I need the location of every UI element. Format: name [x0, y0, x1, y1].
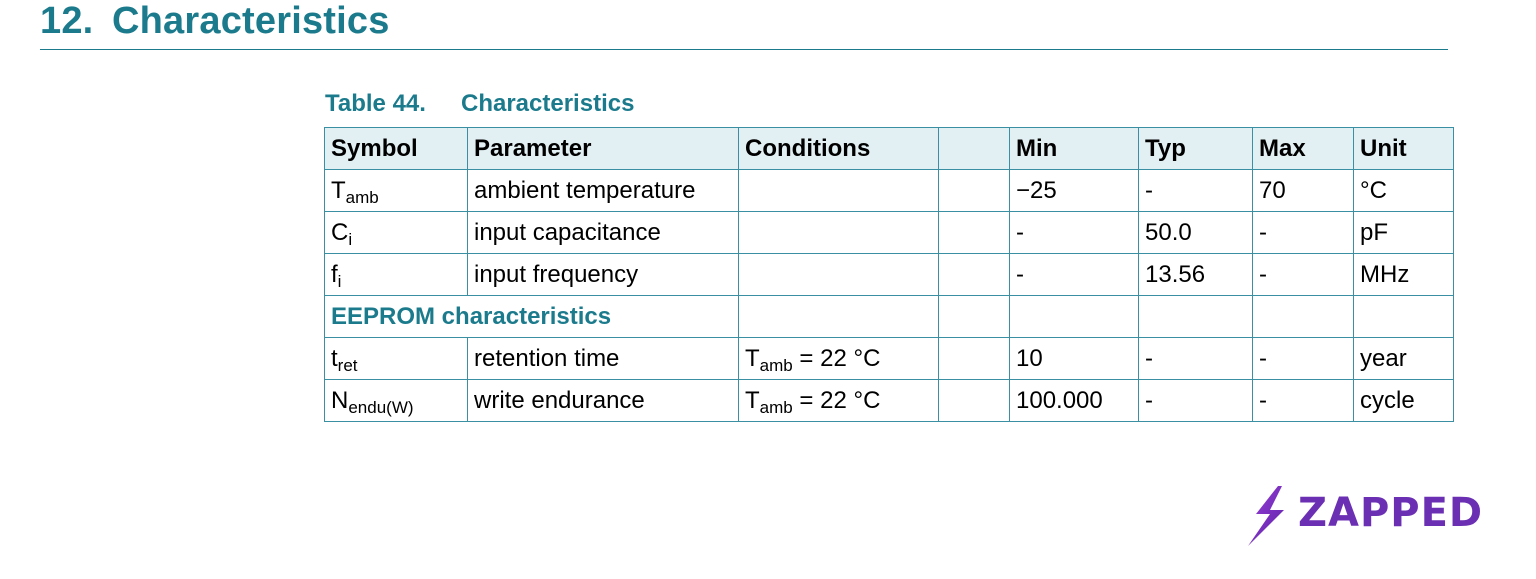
table-group-row	[325, 296, 1454, 338]
section-title: Characteristics	[112, 0, 390, 42]
table-row	[325, 254, 1454, 296]
condition-text: T	[745, 386, 760, 414]
min-value: -	[1016, 260, 1024, 288]
lightning-bolt-icon	[1244, 484, 1294, 548]
symbol-subscript: i	[348, 229, 353, 249]
min-value: −25	[1016, 176, 1057, 204]
symbol-subscript: amb	[345, 187, 379, 207]
typ-value: -	[1145, 344, 1153, 372]
header-parameter: Parameter	[468, 128, 739, 170]
cell-symbol	[325, 212, 468, 254]
max-value: 70	[1259, 176, 1286, 204]
cell-parameter	[468, 380, 739, 422]
unit-value: °C	[1360, 176, 1387, 204]
cell-typ	[1139, 212, 1253, 254]
min-value: -	[1016, 218, 1024, 246]
cell-min	[1010, 338, 1139, 380]
zapped-logo	[1240, 484, 1500, 548]
cell-max	[1253, 254, 1354, 296]
parameter-text: input capacitance	[474, 218, 661, 246]
cell-empty	[1139, 296, 1253, 338]
typ-value: 50.0	[1145, 218, 1192, 246]
cell-unit	[1354, 254, 1454, 296]
max-value: -	[1259, 344, 1267, 372]
table-caption	[325, 90, 634, 118]
parameter-text: write endurance	[474, 386, 645, 414]
symbol-text: N	[331, 386, 349, 414]
header-max: Max	[1253, 128, 1354, 170]
max-value: -	[1259, 260, 1267, 288]
cell-blank	[939, 380, 1010, 422]
cell-parameter	[468, 338, 739, 380]
characteristics-table	[324, 127, 1454, 422]
typ-value: 13.56	[1145, 260, 1206, 288]
cell-max	[1253, 338, 1354, 380]
cell-empty	[1010, 296, 1139, 338]
cell-typ	[1139, 338, 1253, 380]
cell-typ	[1139, 254, 1253, 296]
header-typ: Typ	[1139, 128, 1253, 170]
cell-min	[1010, 170, 1139, 212]
cell-unit	[1354, 170, 1454, 212]
symbol-subscript: ret	[337, 355, 358, 375]
cell-min	[1010, 380, 1139, 422]
parameter-text: input frequency	[474, 260, 639, 288]
group-title: EEPROM characteristics	[325, 296, 739, 338]
cell-blank	[939, 212, 1010, 254]
unit-value: MHz	[1360, 260, 1410, 288]
cell-typ	[1139, 380, 1253, 422]
symbol-text: C	[331, 218, 349, 246]
symbol-text: t	[331, 344, 338, 372]
table-caption-title: Characteristics	[461, 90, 635, 117]
cell-empty	[1354, 296, 1454, 338]
cell-conditions	[739, 212, 939, 254]
condition-value: = 22 °C	[792, 386, 881, 414]
cell-blank	[939, 338, 1010, 380]
symbol-text: f	[331, 260, 338, 288]
cell-symbol	[325, 338, 468, 380]
cell-conditions	[739, 338, 939, 380]
cell-blank	[939, 254, 1010, 296]
condition-value: = 22 °C	[792, 344, 881, 372]
condition-subscript: amb	[759, 397, 793, 417]
cell-symbol	[325, 254, 468, 296]
cell-min	[1010, 212, 1139, 254]
parameter-text: retention time	[474, 344, 620, 372]
condition-text: T	[745, 344, 760, 372]
cell-empty	[739, 296, 939, 338]
typ-value: -	[1145, 386, 1153, 414]
table-row	[325, 380, 1454, 422]
cell-parameter	[468, 170, 739, 212]
table-row	[325, 338, 1454, 380]
table-header-row	[325, 128, 1454, 170]
cell-parameter	[468, 212, 739, 254]
symbol-text: T	[331, 176, 346, 204]
cell-unit	[1354, 212, 1454, 254]
cell-max	[1253, 212, 1354, 254]
condition-subscript: amb	[759, 355, 793, 375]
table-row	[325, 170, 1454, 212]
cell-symbol	[325, 170, 468, 212]
min-value: 100.000	[1016, 386, 1103, 414]
parameter-text: ambient temperature	[474, 176, 696, 204]
section-heading	[40, 0, 390, 43]
max-value: -	[1259, 218, 1267, 246]
header-conditions: Conditions	[739, 128, 939, 170]
header-symbol: Symbol	[325, 128, 468, 170]
cell-conditions	[739, 254, 939, 296]
section-number: 12.	[40, 0, 94, 42]
cell-unit	[1354, 338, 1454, 380]
cell-unit	[1354, 380, 1454, 422]
cell-max	[1253, 380, 1354, 422]
header-unit: Unit	[1354, 128, 1454, 170]
table-caption-number: Table 44.	[325, 90, 426, 117]
cell-typ	[1139, 170, 1253, 212]
logo-wordmark: ZAPPED	[1298, 490, 1484, 536]
symbol-subscript: endu(W)	[348, 397, 414, 417]
header-min: Min	[1010, 128, 1139, 170]
cell-symbol	[325, 380, 468, 422]
cell-empty	[939, 296, 1010, 338]
heading-divider	[40, 49, 1448, 50]
cell-blank	[939, 170, 1010, 212]
max-value: -	[1259, 386, 1267, 414]
symbol-subscript: i	[337, 271, 342, 291]
cell-min	[1010, 254, 1139, 296]
cell-conditions	[739, 170, 939, 212]
unit-value: pF	[1360, 218, 1389, 246]
cell-empty	[1253, 296, 1354, 338]
cell-max	[1253, 170, 1354, 212]
cell-conditions	[739, 380, 939, 422]
cell-parameter	[468, 254, 739, 296]
table-row	[325, 212, 1454, 254]
header-blank	[939, 128, 1010, 170]
unit-value: cycle	[1360, 386, 1415, 414]
min-value: 10	[1016, 344, 1043, 372]
typ-value: -	[1145, 176, 1153, 204]
unit-value: year	[1360, 344, 1407, 372]
